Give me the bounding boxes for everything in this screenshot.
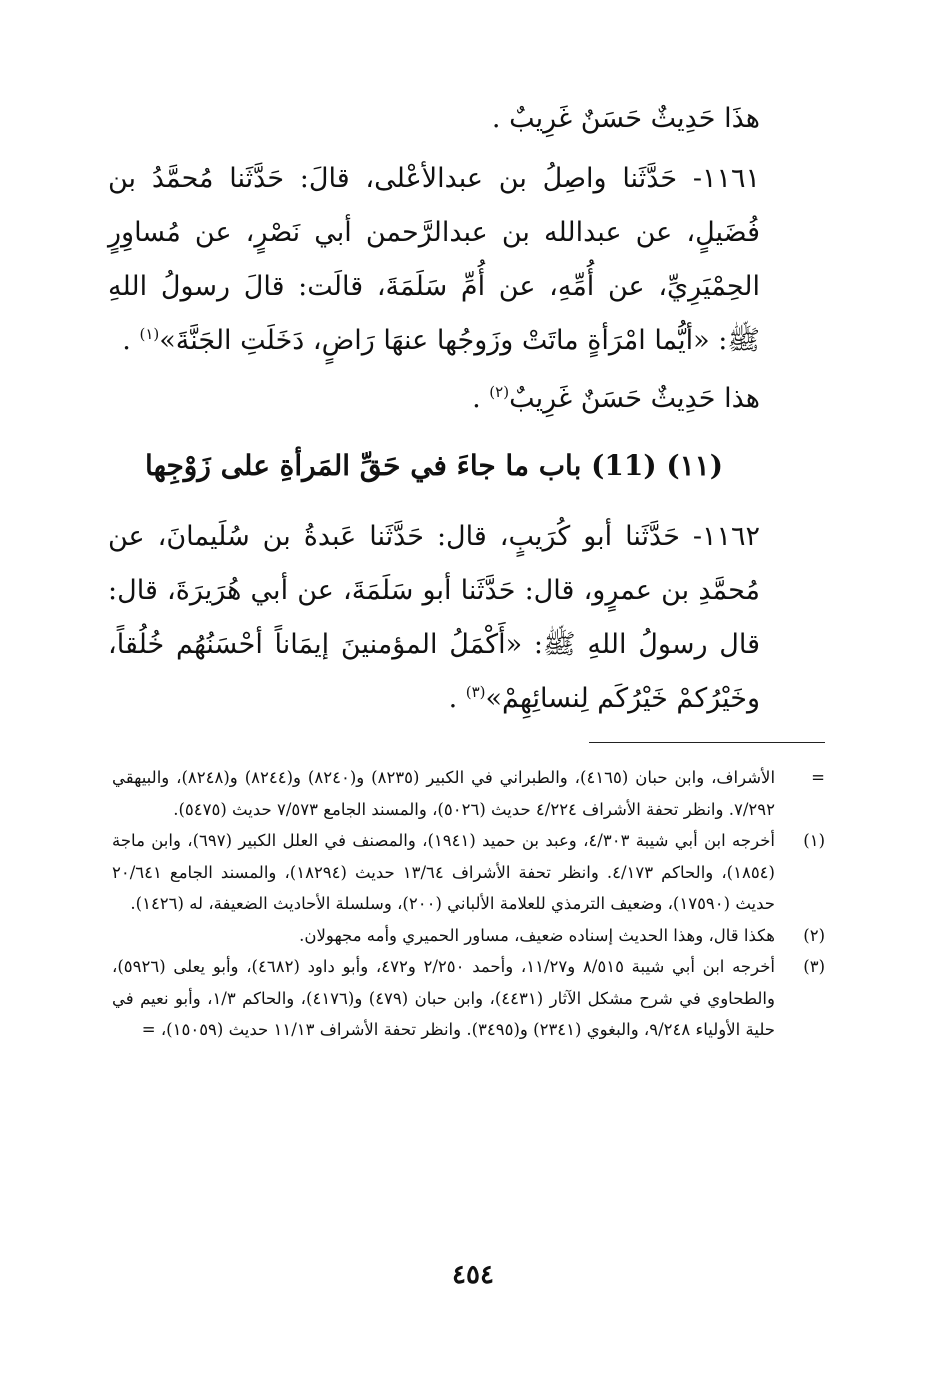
- footnote-text: أخرجه ابن أبي شيبة ٨/٥١٥ و١١/٢٧، وأحمد ٢/٢٥٠ و٤٧٢، وأبو داود (٤٦٨٢)، وأبو يعلى (٥٩٢٦)، والطحاوي في شرح مشكل الآثار (٤٤٣١)، وابن حبان (٤٧٩) و(٤١٧٦)، والحاكم ١/٣، وأبو نعيم في حلية الأولياء ٩/٢٤٨، والبغوي (٢٣٤١) و(٣٤٩٥). وانظر تحفة الأشراف ١١/١٣ حديث (١٥٠٥٩)، =: [112, 957, 776, 1039]
- main-text: [108, 92, 760, 730]
- footnote-text: هكذا قال، وهذا الحديث إسناده ضعيف، مساور الحميري وأمه مجهولان.: [299, 925, 775, 945]
- page-number: ٤٥٤: [452, 1260, 494, 1290]
- hadith-1161-text: ١١٦١- حَدَّثَنا واصِلُ بن عبدالأعْلى، قالَ: حَدَّثَنا مُحمَّدُ بن فُضَيلٍ، عن عبدالله بن عبدالرَّحمن أبي نَصْرٍ، عن مُساوِرٍ الحِمْيَرِيِّ، عن أُمِّهِ، عن أُمِّ سَلَمَةَ، قالَت: قالَ رسولُ اللهِ ﷺ: «أيُّما امْرَأةٍ ماتَتْ وزَوجُها عنهَا رَاضٍ، دَخَلَتِ الجَنَّةَ»: [108, 163, 760, 356]
- footnote-2: [112, 920, 825, 952]
- footnote-marker: =: [811, 768, 825, 787]
- footnote-continued: [112, 762, 825, 825]
- footnote-text: أخرجه ابن أبي شيبة ٤/٣٠٣، وعبد بن حميد (١٩٤١)، والمصنف في العلل الكبير (٦٩٧)، وابن ماجة (١٨٥٤)، والحاكم ٤/١٧٣. وانظر تحفة الأشراف ١٣/٦٤ حديث (١٨٢٩٤)، والمسند الجامع ٢٠/٦٤١ حديث (١٧٥٩٠)، وضعيف الترمذي للعلامة الألباني (٢٠٠)، وسلسلة الأحاديث الضعيفة، له (١٤٢٦).: [112, 831, 775, 913]
- hadith-1162: ١١٦٢- حَدَّثَنا أبو كُرَيبٍ، قال: حَدَّثَنا عَبدةُ بن سُلَيمانَ، عن مُحمَّدِ بن عمرٍو، قال: حَدَّثَنا أبو سَلَمَةَ، عن أبي هُرَيرَةَ، قال: قال رسولُ اللهِ ﷺ: «أَكْمَلُ المؤمنينَ إيمَاناً أحْسَنُهُم خُلُقاً، وخَيْرُكمْ خَيْرُكَم لِنسائِهِمْ»$^{(٣)}$ .: [108, 521, 760, 714]
- footnote-marker: (٣): [803, 957, 825, 976]
- footnote-marker: (٢): [803, 925, 825, 945]
- footnote-ref-1: (١): [139, 325, 160, 343]
- chapter-heading: (١١) (11) باب ما جاءَ في حَقِّ المَرأةِ على زَوْجِها: [145, 449, 723, 482]
- verdict-line-2: هذا حَدِيثٌ حَسَنٌ غَرِيبٌ$^{(٢)}$ .: [472, 383, 760, 414]
- footnote-1: [112, 825, 825, 920]
- hadith-1162-text: ١١٦٢- حَدَّثَنا أبو كُرَيبٍ، قال: حَدَّثَنا عَبدةُ بن سُلَيمانَ، عن مُحمَّدِ بن عمرٍو، قال: حَدَّثَنا أبو سَلَمَةَ، عن أبي هُرَيرَةَ، قال: قال رسولُ اللهِ ﷺ: «أَكْمَلُ المؤمنينَ إيمَاناً أحْسَنُهُم خُلُقاً، وخَيْرُكمْ خَيْرُكَم لِنسائِهِمْ»: [108, 521, 760, 714]
- footnote-separator: [589, 742, 825, 743]
- footnote-3: [112, 951, 825, 1046]
- footnote-ref-2: (٢): [489, 383, 510, 401]
- footnote-text: الأشراف، وابن حبان (٤١٦٥)، والطبراني في الكبير (٨٢٣٥) و(٨٢٤٠) و(٨٢٤٤) و(٨٢٤٨)، والبيهقي ٧/٢٩٢. وانظر تحفة الأشراف ٤/٢٢٤ حديث (٥٠٢٦)، والمسند الجامع ٧/٥٧٣ حديث (٥٤٧٥).: [112, 768, 776, 819]
- verdict-line-1: هذَا حَدِيثٌ حَسَنٌ غَرِيبٌ .: [491, 103, 760, 134]
- footnote-ref-3: (٣): [465, 683, 486, 701]
- footnotes: [112, 762, 825, 1046]
- footnote-marker: (١): [803, 831, 825, 850]
- hadith-1161: ١١٦١- حَدَّثَنا واصِلُ بن عبدالأعْلى، قالَ: حَدَّثَنا مُحمَّدُ بن فُضَيلٍ، عن عبدالله بن عبدالرَّحمن أبي نَصْرٍ، عن مُساوِرٍ الحِمْيَرِيِّ، عن أُمِّهِ، عن أُمِّ سَلَمَةَ، قالَت: قالَ رسولُ اللهِ ﷺ: «أيُّما امْرَأةٍ ماتَتْ وزَوجُها عنهَا رَاضٍ، دَخَلَتِ الجَنَّةَ»$^{(١)}$ .: [108, 163, 760, 356]
